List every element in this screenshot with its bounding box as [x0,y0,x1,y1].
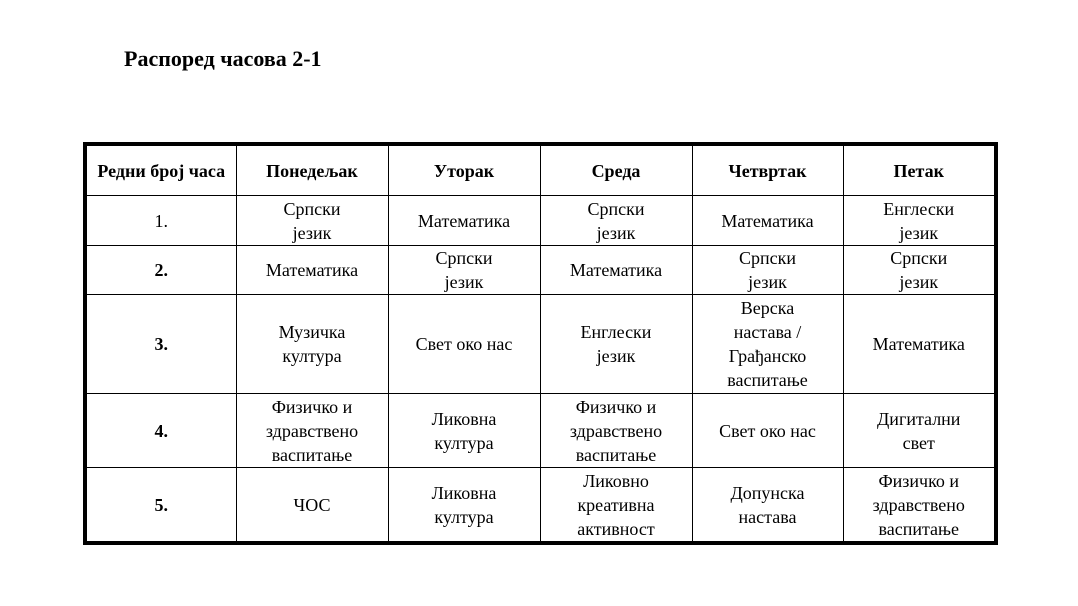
lesson-cell-tuesday: Свет око нас [388,295,540,394]
lesson-number: 4. [85,394,236,468]
lesson-cell-friday: Дигитални свет [843,394,996,468]
table-row [85,468,996,544]
lesson-cell-monday: Физичко и здравствено васпитање [236,394,388,468]
lesson-cell-thursday: Математика [692,196,843,246]
lesson-cell-friday: Енглески језик [843,196,996,246]
lesson-number: 1. [85,196,236,246]
lesson-cell-wednesday: Енглески језик [540,295,692,394]
lesson-number: 2. [85,246,236,295]
lesson-number: 5. [85,468,236,544]
header-lesson-number: Редни број часа [85,144,236,196]
header-thursday: Четвртак [692,144,843,196]
table-row [85,246,996,295]
lesson-cell-monday: Музичка култура [236,295,388,394]
lesson-cell-thursday: Свет око нас [692,394,843,468]
header-friday: Петак [843,144,996,196]
header-tuesday: Уторак [388,144,540,196]
lesson-cell-monday: Математика [236,246,388,295]
header-wednesday: Среда [540,144,692,196]
lesson-cell-thursday: Допунска настава [692,468,843,544]
header-monday: Понедељак [236,144,388,196]
lesson-cell-tuesday: Ликовна култура [388,468,540,544]
lesson-cell-tuesday: Математика [388,196,540,246]
lesson-cell-friday: Физичко и здравствено васпитање [843,468,996,544]
table-row [85,295,996,394]
lesson-cell-thursday: Верска настава / Грађанско васпитање [692,295,843,394]
schedule-table [83,142,998,545]
table-row [85,196,996,246]
lesson-cell-wednesday: Српски језик [540,196,692,246]
lesson-cell-tuesday: Српски језик [388,246,540,295]
lesson-cell-friday: Математика [843,295,996,394]
lesson-cell-tuesday: Ликовна култура [388,394,540,468]
table-header-row [85,144,996,196]
lesson-cell-wednesday: Ликовно креативна активност [540,468,692,544]
lesson-cell-thursday: Српски језик [692,246,843,295]
lesson-number: 3. [85,295,236,394]
lesson-cell-wednesday: Физичко и здравствено васпитање [540,394,692,468]
lesson-cell-monday: ЧОС [236,468,388,544]
table-row [85,394,996,468]
lesson-cell-friday: Српски језик [843,246,996,295]
page-title: Распоред часова 2-1 [124,46,322,71]
lesson-cell-monday: Српски језик [236,196,388,246]
lesson-cell-wednesday: Математика [540,246,692,295]
